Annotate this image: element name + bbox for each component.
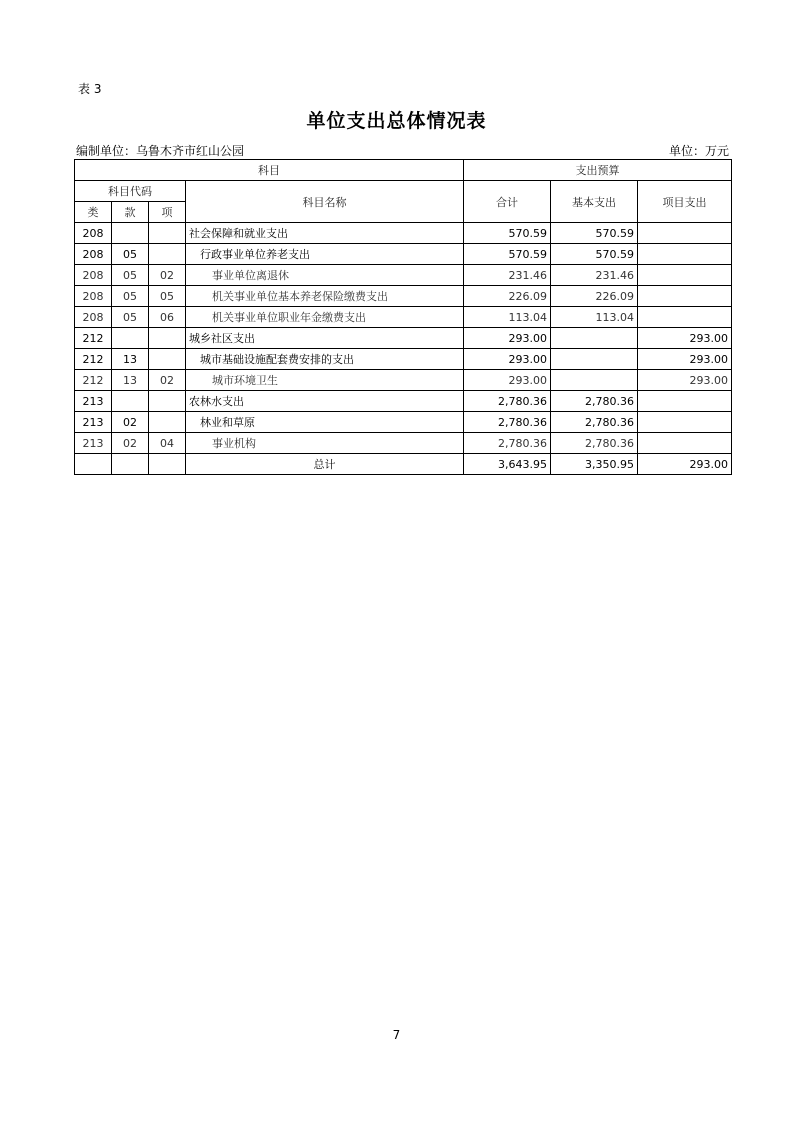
header-total: 合计 <box>464 181 551 223</box>
cell-lei: 212 <box>75 349 112 370</box>
cell-lei: 208 <box>75 286 112 307</box>
cell-total: 226.09 <box>464 286 551 307</box>
cell-xiang <box>149 349 186 370</box>
cell-total: 570.59 <box>464 244 551 265</box>
cell-total: 293.00 <box>464 370 551 391</box>
cell-kuan: 02 <box>112 433 149 454</box>
cell-lei: 208 <box>75 244 112 265</box>
cell-project <box>638 286 732 307</box>
header-basic: 基本支出 <box>551 181 638 223</box>
header-xiang: 项 <box>149 202 186 223</box>
cell-name: 农林水支出 <box>186 391 464 412</box>
table-row <box>75 433 732 454</box>
cell-basic: 2,780.36 <box>551 391 638 412</box>
cell-kuan: 13 <box>112 349 149 370</box>
cell-xiang: 02 <box>149 370 186 391</box>
grand-total-row <box>75 454 732 475</box>
cell-total: 293.00 <box>464 349 551 370</box>
table-row <box>75 349 732 370</box>
cell-name: 机关事业单位基本养老保险缴费支出 <box>186 286 464 307</box>
table-row <box>75 391 732 412</box>
cell-kuan: 05 <box>112 244 149 265</box>
cell-project: 293.00 <box>638 349 732 370</box>
page-number: 7 <box>392 1028 401 1042</box>
cell-project <box>638 433 732 454</box>
cell-basic: 2,780.36 <box>551 412 638 433</box>
cell-basic: 570.59 <box>551 244 638 265</box>
cell-kuan: 05 <box>112 286 149 307</box>
table-row <box>75 328 732 349</box>
grand-total-basic: 3,350.95 <box>551 454 638 475</box>
cell-kuan <box>112 223 149 244</box>
cell-project <box>638 307 732 328</box>
cell-lei: 213 <box>75 412 112 433</box>
cell-total: 570.59 <box>464 223 551 244</box>
header-row-1 <box>75 160 732 181</box>
cell-lei: 213 <box>75 433 112 454</box>
cell-kuan: 05 <box>112 265 149 286</box>
header-subject: 科目 <box>75 160 464 181</box>
cell-xiang <box>149 244 186 265</box>
table-row <box>75 412 732 433</box>
cell-kuan: 02 <box>112 412 149 433</box>
cell-basic: 226.09 <box>551 286 638 307</box>
cell-name: 机关事业单位职业年金缴费支出 <box>186 307 464 328</box>
cell-lei: 208 <box>75 265 112 286</box>
table-row <box>75 370 732 391</box>
header-row-2 <box>75 181 732 202</box>
cell-name: 城市基础设施配套费安排的支出 <box>186 349 464 370</box>
table-row <box>75 244 732 265</box>
cell-name: 事业机构 <box>186 433 464 454</box>
cell-total: 293.00 <box>464 328 551 349</box>
cell-basic: 2,780.36 <box>551 433 638 454</box>
cell-total: 231.46 <box>464 265 551 286</box>
cell-total: 2,780.36 <box>464 391 551 412</box>
cell-project: 293.00 <box>638 370 732 391</box>
cell-xiang: 02 <box>149 265 186 286</box>
cell-project: 293.00 <box>638 328 732 349</box>
cell-xiang: 04 <box>149 433 186 454</box>
cell-kuan <box>112 328 149 349</box>
cell-xiang <box>149 391 186 412</box>
table-row <box>75 286 732 307</box>
header-budget: 支出预算 <box>464 160 732 181</box>
header-kuan: 款 <box>112 202 149 223</box>
cell-basic: 570.59 <box>551 223 638 244</box>
table-row <box>75 223 732 244</box>
cell-basic: 113.04 <box>551 307 638 328</box>
cell-project <box>638 223 732 244</box>
cell-name: 事业单位离退休 <box>186 265 464 286</box>
table-row <box>75 307 732 328</box>
org-line: 编制单位：乌鲁木齐市红山公园 <box>76 144 245 158</box>
cell-project <box>638 265 732 286</box>
cell-name: 社会保障和就业支出 <box>186 223 464 244</box>
cell-xiang <box>149 412 186 433</box>
cell-basic <box>551 349 638 370</box>
cell-total: 113.04 <box>464 307 551 328</box>
header-code: 科目代码 <box>75 181 186 202</box>
cell-name: 行政事业单位养老支出 <box>186 244 464 265</box>
cell-xiang <box>149 328 186 349</box>
unit-line: 单位：万元 <box>668 144 729 158</box>
cell-basic <box>551 370 638 391</box>
cell-basic: 231.46 <box>551 265 638 286</box>
cell-kuan: 05 <box>112 307 149 328</box>
grand-total-label: 总计 <box>186 454 464 475</box>
cell-name: 林业和草原 <box>186 412 464 433</box>
cell-kuan <box>112 391 149 412</box>
cell-lei: 212 <box>75 328 112 349</box>
cell-xiang <box>149 223 186 244</box>
cell-empty <box>112 454 149 475</box>
cell-lei: 212 <box>75 370 112 391</box>
table-row <box>75 265 732 286</box>
cell-project <box>638 412 732 433</box>
cell-basic <box>551 328 638 349</box>
cell-xiang: 05 <box>149 286 186 307</box>
cell-total: 2,780.36 <box>464 433 551 454</box>
page-title: 单位支出总体情况表 <box>306 110 487 132</box>
cell-xiang: 06 <box>149 307 186 328</box>
cell-project <box>638 244 732 265</box>
cell-name: 城市环境卫生 <box>186 370 464 391</box>
cell-total: 2,780.36 <box>464 412 551 433</box>
expenditure-table <box>74 159 732 475</box>
cell-project <box>638 391 732 412</box>
grand-total-total: 3,643.95 <box>464 454 551 475</box>
cell-lei: 213 <box>75 391 112 412</box>
cell-empty <box>149 454 186 475</box>
cell-name: 城乡社区支出 <box>186 328 464 349</box>
header-name: 科目名称 <box>186 181 464 223</box>
cell-kuan: 13 <box>112 370 149 391</box>
header-lei: 类 <box>75 202 112 223</box>
cell-empty <box>75 454 112 475</box>
cell-lei: 208 <box>75 307 112 328</box>
grand-total-project: 293.00 <box>638 454 732 475</box>
header-project: 项目支出 <box>638 181 732 223</box>
cell-lei: 208 <box>75 223 112 244</box>
table-label: 表 3 <box>78 82 102 96</box>
